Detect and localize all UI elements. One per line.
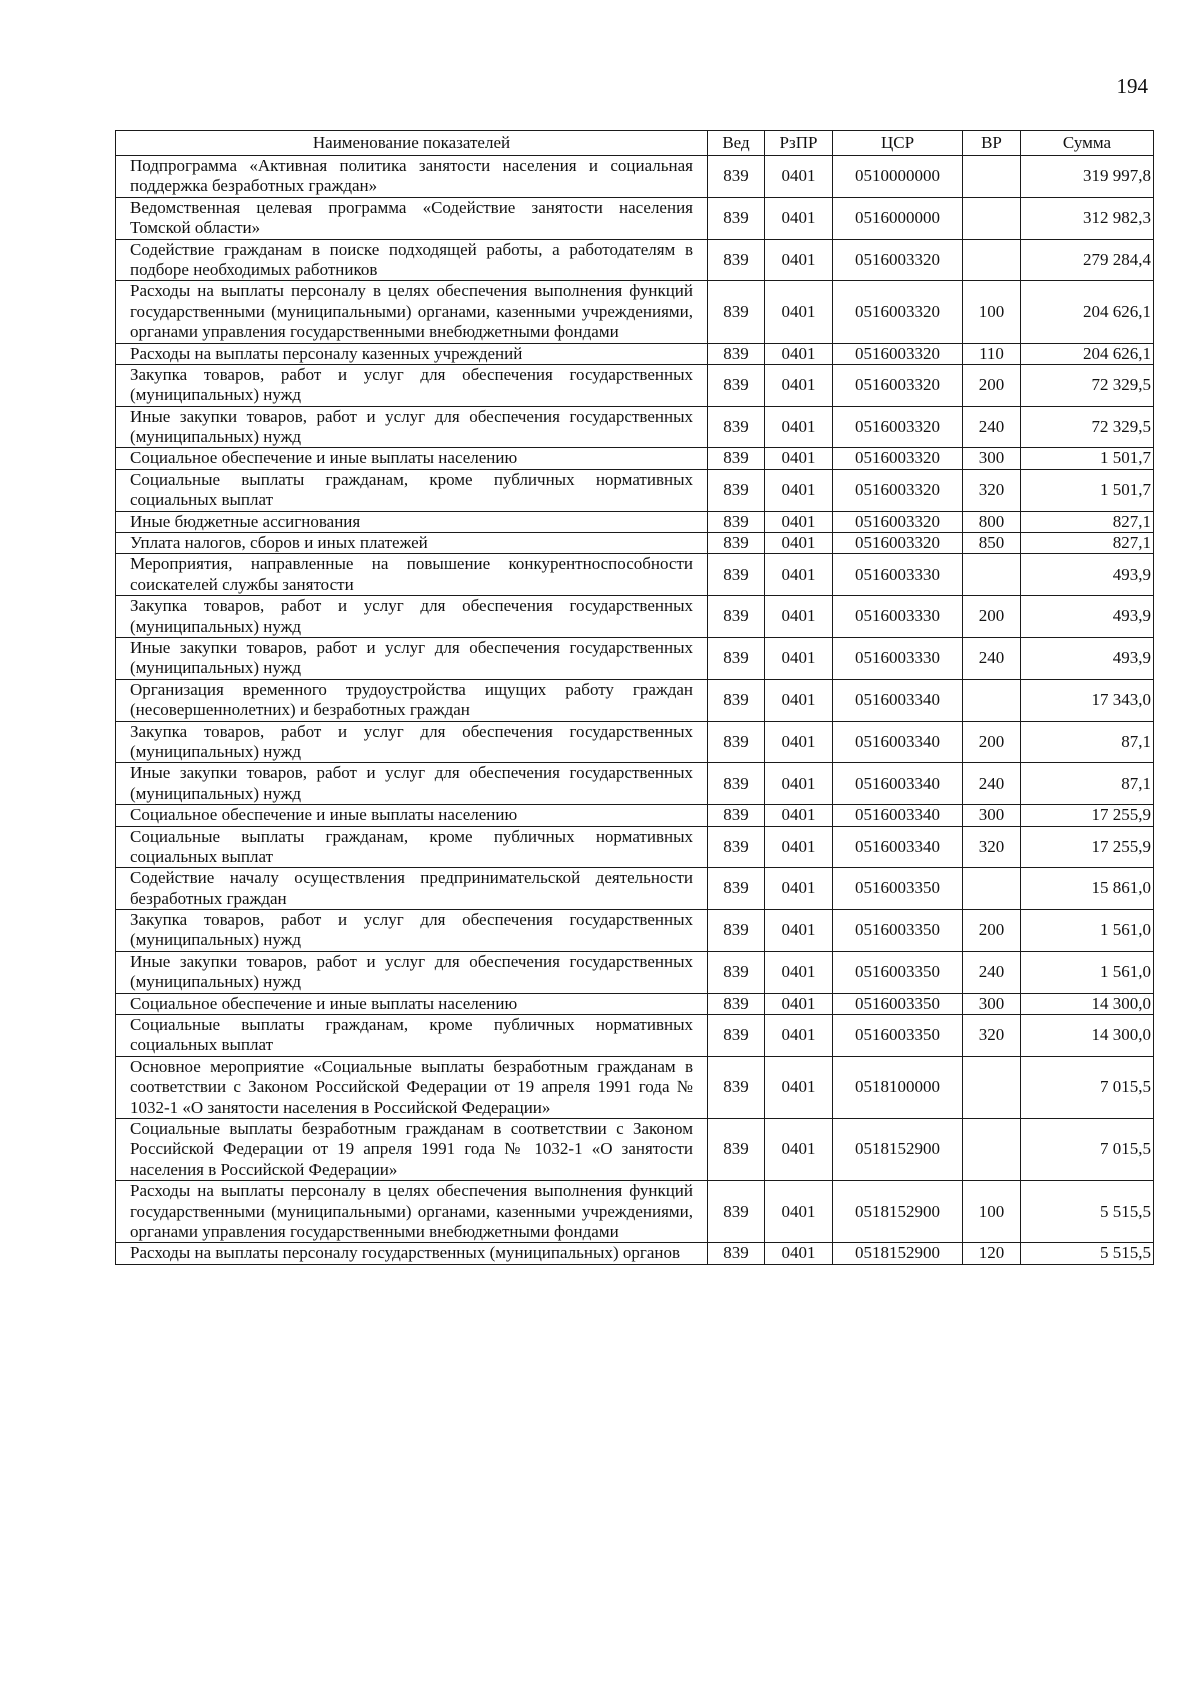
budget-table: [115, 130, 1154, 1265]
row-csr-cell: 0516003320: [833, 533, 963, 554]
table-row: [116, 406, 1154, 448]
row-ved-cell: 839: [708, 951, 765, 993]
table-row: [116, 1118, 1154, 1180]
row-ved-cell: 839: [708, 637, 765, 679]
row-vr-cell: 120: [963, 1243, 1021, 1264]
row-sum-cell: 87,1: [1021, 763, 1154, 805]
row-sum-cell: 15 861,0: [1021, 868, 1154, 910]
row-ved-cell: 839: [708, 448, 765, 469]
row-sum-cell: 7 015,5: [1021, 1056, 1154, 1118]
row-ved-cell: 839: [708, 469, 765, 511]
row-ved-cell: 839: [708, 679, 765, 721]
row-vr-cell: 200: [963, 721, 1021, 763]
row-rzpr-cell: 0401: [765, 239, 833, 281]
row-sum-cell: 87,1: [1021, 721, 1154, 763]
row-ved-cell: 839: [708, 910, 765, 952]
row-name-cell: Закупка товаров, работ и услуг для обеспечения государственных (муниципальных) нужд: [116, 910, 708, 952]
table-body: [116, 156, 1154, 1265]
table-row: [116, 951, 1154, 993]
row-sum-cell: 204 626,1: [1021, 281, 1154, 343]
row-vr-cell: 850: [963, 533, 1021, 554]
row-vr-cell: 300: [963, 993, 1021, 1014]
row-sum-cell: 1 501,7: [1021, 448, 1154, 469]
row-name-cell: Содействие началу осуществления предпринимательской деятельности безработных граждан: [116, 868, 708, 910]
row-csr-cell: 0516003330: [833, 637, 963, 679]
row-vr-cell: [963, 1118, 1021, 1180]
table-row: [116, 721, 1154, 763]
row-vr-cell: 300: [963, 448, 1021, 469]
row-csr-cell: 0516003350: [833, 993, 963, 1014]
row-name-cell: Иные бюджетные ассигнования: [116, 511, 708, 532]
row-csr-cell: 0516003320: [833, 406, 963, 448]
header-name: Наименование показателей: [116, 131, 708, 156]
row-name-cell: Социальное обеспечение и иные выплаты населению: [116, 805, 708, 826]
row-ved-cell: 839: [708, 343, 765, 364]
row-ved-cell: 839: [708, 805, 765, 826]
table-row: [116, 448, 1154, 469]
row-name-cell: Расходы на выплаты персоналу казенных учреждений: [116, 343, 708, 364]
row-rzpr-cell: 0401: [765, 1181, 833, 1243]
row-ved-cell: 839: [708, 868, 765, 910]
row-rzpr-cell: 0401: [765, 805, 833, 826]
row-sum-cell: 312 982,3: [1021, 197, 1154, 239]
table-row: [116, 1181, 1154, 1243]
table-row: [116, 868, 1154, 910]
row-name-cell: Закупка товаров, работ и услуг для обеспечения государственных (муниципальных) нужд: [116, 596, 708, 638]
table-row: [116, 826, 1154, 868]
table-row: [116, 239, 1154, 281]
row-vr-cell: 300: [963, 805, 1021, 826]
row-name-cell: Закупка товаров, работ и услуг для обеспечения государственных (муниципальных) нужд: [116, 364, 708, 406]
row-sum-cell: 72 329,5: [1021, 364, 1154, 406]
row-name-cell: Расходы на выплаты персоналу в целях обеспечения выполнения функций государственными (муниципальными) органами, казенными учреждениями, органами управления государственными внебюджетными фондами: [116, 1181, 708, 1243]
row-vr-cell: 320: [963, 826, 1021, 868]
row-sum-cell: 14 300,0: [1021, 993, 1154, 1014]
row-sum-cell: 1 561,0: [1021, 951, 1154, 993]
row-rzpr-cell: 0401: [765, 679, 833, 721]
header-csr: ЦСР: [833, 131, 963, 156]
row-vr-cell: 320: [963, 1015, 1021, 1057]
row-rzpr-cell: 0401: [765, 511, 833, 532]
row-vr-cell: 240: [963, 951, 1021, 993]
row-sum-cell: 5 515,5: [1021, 1243, 1154, 1264]
row-vr-cell: 800: [963, 511, 1021, 532]
row-csr-cell: 0516003340: [833, 826, 963, 868]
row-ved-cell: 839: [708, 364, 765, 406]
row-rzpr-cell: 0401: [765, 1015, 833, 1057]
row-csr-cell: 0516003340: [833, 763, 963, 805]
row-rzpr-cell: 0401: [765, 197, 833, 239]
table-row: [116, 469, 1154, 511]
row-vr-cell: 200: [963, 364, 1021, 406]
row-name-cell: Закупка товаров, работ и услуг для обеспечения государственных (муниципальных) нужд: [116, 721, 708, 763]
table-row: [116, 679, 1154, 721]
row-name-cell: Расходы на выплаты персоналу государственных (муниципальных) органов: [116, 1243, 708, 1264]
row-csr-cell: 0516003320: [833, 343, 963, 364]
table-row: [116, 197, 1154, 239]
row-vr-cell: [963, 679, 1021, 721]
header-ved: Вед: [708, 131, 765, 156]
row-name-cell: Социальное обеспечение и иные выплаты населению: [116, 993, 708, 1014]
table-row: [116, 637, 1154, 679]
row-ved-cell: 839: [708, 1015, 765, 1057]
row-sum-cell: 827,1: [1021, 511, 1154, 532]
row-ved-cell: 839: [708, 1118, 765, 1180]
row-ved-cell: 839: [708, 763, 765, 805]
row-rzpr-cell: 0401: [765, 826, 833, 868]
table-row: [116, 281, 1154, 343]
row-vr-cell: [963, 554, 1021, 596]
row-vr-cell: 100: [963, 1181, 1021, 1243]
row-name-cell: Иные закупки товаров, работ и услуг для обеспечения государственных (муниципальных) нужд: [116, 763, 708, 805]
row-rzpr-cell: 0401: [765, 364, 833, 406]
row-sum-cell: 204 626,1: [1021, 343, 1154, 364]
row-rzpr-cell: 0401: [765, 554, 833, 596]
row-rzpr-cell: 0401: [765, 1056, 833, 1118]
row-name-cell: Иные закупки товаров, работ и услуг для обеспечения государственных (муниципальных) нужд: [116, 406, 708, 448]
table-row: [116, 511, 1154, 532]
row-csr-cell: 0516003350: [833, 868, 963, 910]
row-sum-cell: 493,9: [1021, 596, 1154, 638]
row-name-cell: Мероприятия, направленные на повышение конкурентноспособности соискателей службы занятости: [116, 554, 708, 596]
row-sum-cell: 493,9: [1021, 554, 1154, 596]
row-ved-cell: 839: [708, 721, 765, 763]
row-vr-cell: 320: [963, 469, 1021, 511]
row-vr-cell: 200: [963, 596, 1021, 638]
header-sum: Сумма: [1021, 131, 1154, 156]
page-number: 194: [1116, 74, 1148, 98]
row-rzpr-cell: 0401: [765, 469, 833, 511]
row-rzpr-cell: 0401: [765, 406, 833, 448]
row-csr-cell: 0510000000: [833, 156, 963, 198]
row-csr-cell: 0516003320: [833, 239, 963, 281]
row-csr-cell: 0518152900: [833, 1118, 963, 1180]
header-rzpr: РзПР: [765, 131, 833, 156]
table-header-row: [116, 131, 1154, 156]
row-name-cell: Основное мероприятие «Социальные выплаты безработным гражданам в соответствии с Законом Российской Федерации от 19 апреля 1991 года № 1032-1 «О занятости населения в Российской Федерации»: [116, 1056, 708, 1118]
row-name-cell: Социальное обеспечение и иные выплаты населению: [116, 448, 708, 469]
table-row: [116, 805, 1154, 826]
row-vr-cell: [963, 197, 1021, 239]
row-vr-cell: [963, 868, 1021, 910]
table-row: [116, 1056, 1154, 1118]
row-sum-cell: 17 343,0: [1021, 679, 1154, 721]
table-row: [116, 364, 1154, 406]
row-csr-cell: 0516003350: [833, 1015, 963, 1057]
row-csr-cell: 0516003350: [833, 951, 963, 993]
table-row: [116, 993, 1154, 1014]
row-ved-cell: 839: [708, 197, 765, 239]
row-vr-cell: 240: [963, 637, 1021, 679]
row-csr-cell: 0516003350: [833, 910, 963, 952]
row-csr-cell: 0518100000: [833, 1056, 963, 1118]
row-ved-cell: 839: [708, 826, 765, 868]
row-rzpr-cell: 0401: [765, 343, 833, 364]
table-row: [116, 343, 1154, 364]
row-sum-cell: 1 561,0: [1021, 910, 1154, 952]
row-sum-cell: 72 329,5: [1021, 406, 1154, 448]
row-vr-cell: 100: [963, 281, 1021, 343]
row-rzpr-cell: 0401: [765, 637, 833, 679]
row-name-cell: Подпрограмма «Активная политика занятости населения и социальная поддержка безработных граждан»: [116, 156, 708, 198]
row-name-cell: Социальные выплаты гражданам, кроме публичных нормативных социальных выплат: [116, 469, 708, 511]
row-name-cell: Иные закупки товаров, работ и услуг для обеспечения государственных (муниципальных) нужд: [116, 951, 708, 993]
row-ved-cell: 839: [708, 1243, 765, 1264]
row-sum-cell: 319 997,8: [1021, 156, 1154, 198]
row-csr-cell: 0518152900: [833, 1181, 963, 1243]
row-vr-cell: 110: [963, 343, 1021, 364]
row-rzpr-cell: 0401: [765, 281, 833, 343]
row-rzpr-cell: 0401: [765, 868, 833, 910]
row-name-cell: Социальные выплаты безработным гражданам в соответствии с Законом Российской Федерации от 19 апреля 1991 года № 1032-1 «О занятости населения в Российской Федерации»: [116, 1118, 708, 1180]
row-ved-cell: 839: [708, 533, 765, 554]
row-sum-cell: 14 300,0: [1021, 1015, 1154, 1057]
row-sum-cell: 493,9: [1021, 637, 1154, 679]
row-sum-cell: 1 501,7: [1021, 469, 1154, 511]
row-ved-cell: 839: [708, 406, 765, 448]
row-rzpr-cell: 0401: [765, 951, 833, 993]
row-csr-cell: 0516003340: [833, 721, 963, 763]
row-ved-cell: 839: [708, 554, 765, 596]
row-rzpr-cell: 0401: [765, 448, 833, 469]
table-row: [116, 554, 1154, 596]
row-ved-cell: 839: [708, 1181, 765, 1243]
row-vr-cell: 240: [963, 763, 1021, 805]
row-rzpr-cell: 0401: [765, 721, 833, 763]
row-vr-cell: [963, 156, 1021, 198]
row-ved-cell: 839: [708, 993, 765, 1014]
row-sum-cell: 7 015,5: [1021, 1118, 1154, 1180]
row-csr-cell: 0516003330: [833, 596, 963, 638]
table-row: [116, 1243, 1154, 1264]
table-row: [116, 533, 1154, 554]
row-rzpr-cell: 0401: [765, 993, 833, 1014]
row-sum-cell: 17 255,9: [1021, 826, 1154, 868]
row-ved-cell: 839: [708, 281, 765, 343]
row-csr-cell: 0516003340: [833, 805, 963, 826]
table-row: [116, 156, 1154, 198]
row-vr-cell: [963, 1056, 1021, 1118]
table-row: [116, 596, 1154, 638]
row-csr-cell: 0516003320: [833, 364, 963, 406]
row-name-cell: Иные закупки товаров, работ и услуг для обеспечения государственных (муниципальных) нужд: [116, 637, 708, 679]
row-rzpr-cell: 0401: [765, 596, 833, 638]
row-csr-cell: 0516003330: [833, 554, 963, 596]
row-vr-cell: 200: [963, 910, 1021, 952]
row-name-cell: Организация временного трудоустройства ищущих работу граждан (несовершеннолетних) и безработных граждан: [116, 679, 708, 721]
row-csr-cell: 0516003320: [833, 281, 963, 343]
row-rzpr-cell: 0401: [765, 910, 833, 952]
row-vr-cell: 240: [963, 406, 1021, 448]
row-name-cell: Социальные выплаты гражданам, кроме публичных нормативных социальных выплат: [116, 1015, 708, 1057]
row-ved-cell: 839: [708, 156, 765, 198]
row-name-cell: Расходы на выплаты персоналу в целях обеспечения выполнения функций государственными (муниципальными) органами, казенными учреждениями, органами управления государственными внебюджетными фондами: [116, 281, 708, 343]
row-ved-cell: 839: [708, 1056, 765, 1118]
row-sum-cell: 279 284,4: [1021, 239, 1154, 281]
row-rzpr-cell: 0401: [765, 1118, 833, 1180]
row-ved-cell: 839: [708, 511, 765, 532]
row-name-cell: Социальные выплаты гражданам, кроме публичных нормативных социальных выплат: [116, 826, 708, 868]
row-ved-cell: 839: [708, 239, 765, 281]
table-row: [116, 1015, 1154, 1057]
row-name-cell: Уплата налогов, сборов и иных платежей: [116, 533, 708, 554]
row-sum-cell: 5 515,5: [1021, 1181, 1154, 1243]
row-csr-cell: 0518152900: [833, 1243, 963, 1264]
row-rzpr-cell: 0401: [765, 763, 833, 805]
row-sum-cell: 827,1: [1021, 533, 1154, 554]
row-name-cell: Содействие гражданам в поиске подходящей работы, а работодателям в подборе необходимых работников: [116, 239, 708, 281]
row-vr-cell: [963, 239, 1021, 281]
row-csr-cell: 0516003320: [833, 448, 963, 469]
table-row: [116, 763, 1154, 805]
row-csr-cell: 0516003320: [833, 511, 963, 532]
row-csr-cell: 0516003320: [833, 469, 963, 511]
table-row: [116, 910, 1154, 952]
row-csr-cell: 0516000000: [833, 197, 963, 239]
row-rzpr-cell: 0401: [765, 533, 833, 554]
row-csr-cell: 0516003340: [833, 679, 963, 721]
row-sum-cell: 17 255,9: [1021, 805, 1154, 826]
row-name-cell: Ведомственная целевая программа «Содействие занятости населения Томской области»: [116, 197, 708, 239]
row-rzpr-cell: 0401: [765, 1243, 833, 1264]
row-ved-cell: 839: [708, 596, 765, 638]
row-rzpr-cell: 0401: [765, 156, 833, 198]
header-vr: ВР: [963, 131, 1021, 156]
